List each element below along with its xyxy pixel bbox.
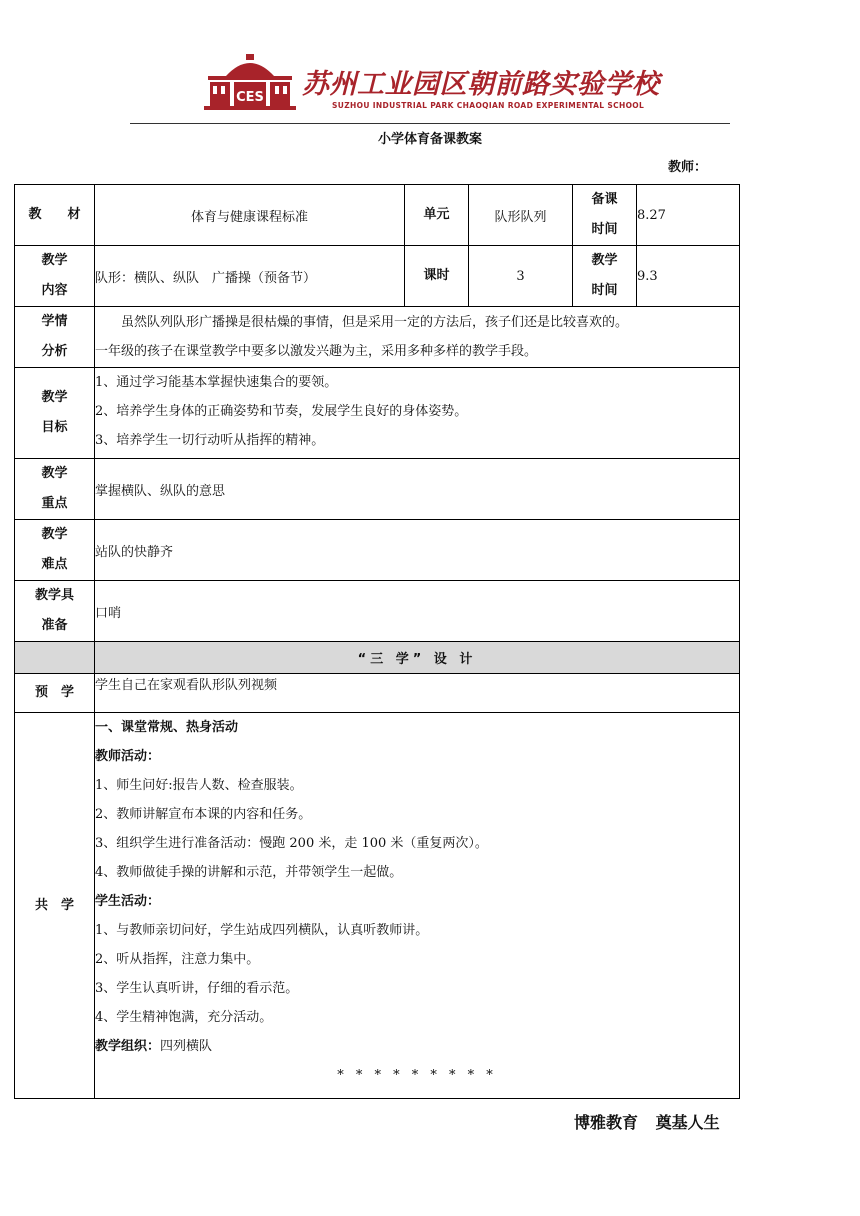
content-label-2: 内容 xyxy=(41,283,68,298)
student-activity-item: 1、与教师亲切问好，学生站成四列横队，认真听教师讲。 xyxy=(95,923,429,938)
teacher-activity-item: 3、组织学生进行准备活动：慢跑 200 米，走 100 米（重复两次）。 xyxy=(95,836,488,851)
goals-label xyxy=(15,368,95,459)
document-title: 小学体育备课教案 xyxy=(377,132,482,147)
student-activity-heading: 学生活动： xyxy=(95,894,161,909)
school-name-en: SUZHOU INDUSTRIAL PARK CHAOQIAN ROAD EXPERIMENTAL SCHOOL xyxy=(332,101,645,110)
content-label xyxy=(15,246,95,307)
prep-time-value: 8.27 xyxy=(637,185,740,246)
teacher-activity-item: 1、师生问好:报告人数、检查服装。 xyxy=(95,778,303,793)
design-label-cell xyxy=(15,642,95,674)
colearn-label: 共 学 xyxy=(15,713,95,1099)
analysis-label-1: 学情 xyxy=(41,314,68,329)
goals-label-1: 教学 xyxy=(41,390,68,405)
teach-time-label-1: 教学 xyxy=(591,253,618,268)
table-row xyxy=(15,713,740,1099)
equipment-label-2: 准备 xyxy=(41,618,68,633)
prep-time-label xyxy=(573,185,637,246)
period-value: 3 xyxy=(469,246,573,307)
school-logo-icon xyxy=(204,52,296,110)
prep-time-label-1: 备课 xyxy=(591,192,618,207)
teach-time-label-2: 时间 xyxy=(591,283,618,298)
teacher-activity-item: 2、教师讲解宣布本课的内容和任务。 xyxy=(95,807,312,822)
goal-item: 3、培养学生一切行动听从指挥的精神。 xyxy=(95,433,325,448)
teacher-activity-heading: 教师活动： xyxy=(95,749,161,764)
table-row xyxy=(15,307,740,368)
content-label-1: 教学 xyxy=(41,253,68,268)
prep-time-label-2: 时间 xyxy=(591,222,618,237)
table-row xyxy=(15,581,740,642)
goals-value xyxy=(95,368,740,459)
unit-label: 单元 xyxy=(405,185,469,246)
student-activity-item: 3、学生认真听讲，仔细的看示范。 xyxy=(95,981,299,996)
section-title: 一、课堂常规、热身活动 xyxy=(95,720,239,735)
equipment-label xyxy=(15,581,95,642)
design-title: “三 学” 设 计 xyxy=(95,642,740,674)
school-name-cn: 苏州工业园区朝前路实验学校 xyxy=(302,69,660,100)
key-points-label-1: 教学 xyxy=(41,466,68,481)
table-row xyxy=(15,246,740,307)
lesson-plan-table xyxy=(14,184,740,1099)
teacher-label: 教师： xyxy=(668,160,708,175)
unit-value: 队形队列 xyxy=(469,185,573,246)
analysis-label xyxy=(15,307,95,368)
student-activity-item: 4、学生精神饱满，充分活动。 xyxy=(95,1010,273,1025)
table-row xyxy=(15,520,740,581)
equipment-label-1: 教学具 xyxy=(34,588,74,603)
teaching-organization xyxy=(95,1032,739,1061)
organization-value: 四列横队 xyxy=(160,1039,213,1054)
material-value: 体育与健康课程标准 xyxy=(95,185,405,246)
student-activity-item: 2、听从指挥，注意力集中。 xyxy=(95,952,260,967)
teacher-activity-item: 4、教师做徒手操的讲解和示范，并带领学生一起做。 xyxy=(95,865,403,880)
analysis-line-1: 虽然队列队形广播操是很枯燥的事情，但是采用一定的方法后，孩子们还是比较喜欢的。 xyxy=(121,315,629,330)
header-divider xyxy=(130,123,730,124)
table-row xyxy=(15,368,740,459)
analysis-line-2: 一年级的孩子在课堂教学中要多以激发兴趣为主，采用多种多样的教学手段。 xyxy=(95,344,538,359)
preview-label: 预 学 xyxy=(15,674,95,713)
key-points-value: 掌握横队、纵队的意思 xyxy=(95,459,740,520)
difficulties-label-1: 教学 xyxy=(41,527,68,542)
preview-value: 学生自己在家观看队形队列视频 xyxy=(95,674,740,713)
table-row xyxy=(15,642,740,674)
material-label: 教 材 xyxy=(15,185,95,246)
goal-item: 1、通过学习能基本掌握快速集合的要领。 xyxy=(95,375,338,390)
school-header xyxy=(200,50,670,120)
goals-label-2: 目标 xyxy=(41,420,68,435)
teach-time-label xyxy=(573,246,637,307)
analysis-value xyxy=(95,307,740,368)
goal-item: 2、培养学生身体的正确姿势和节奏，发展学生良好的身体姿势。 xyxy=(95,404,468,419)
analysis-label-2: 分析 xyxy=(41,344,68,359)
teach-time-value: 9.3 xyxy=(637,246,740,307)
difficulties-label-2: 难点 xyxy=(41,557,68,572)
period-label: 课时 xyxy=(405,246,469,307)
footer-motto: 博雅教育 奠基人生 xyxy=(574,1113,720,1132)
table-row xyxy=(15,185,740,246)
logo-text: CES xyxy=(236,90,264,105)
colearn-value xyxy=(95,713,740,1099)
table-row xyxy=(15,459,740,520)
key-points-label xyxy=(15,459,95,520)
key-points-label-2: 重点 xyxy=(41,496,68,511)
table-row xyxy=(15,674,740,713)
content-value: 队形：横队、纵队 广播操（预备节） xyxy=(95,246,405,307)
organization-label: 教学组织： xyxy=(95,1039,161,1054)
formation-stars: * * * * * * * * * xyxy=(337,1068,497,1083)
equipment-value: 口哨 xyxy=(95,581,740,642)
difficulties-label xyxy=(15,520,95,581)
difficulties-value: 站队的快静齐 xyxy=(95,520,740,581)
